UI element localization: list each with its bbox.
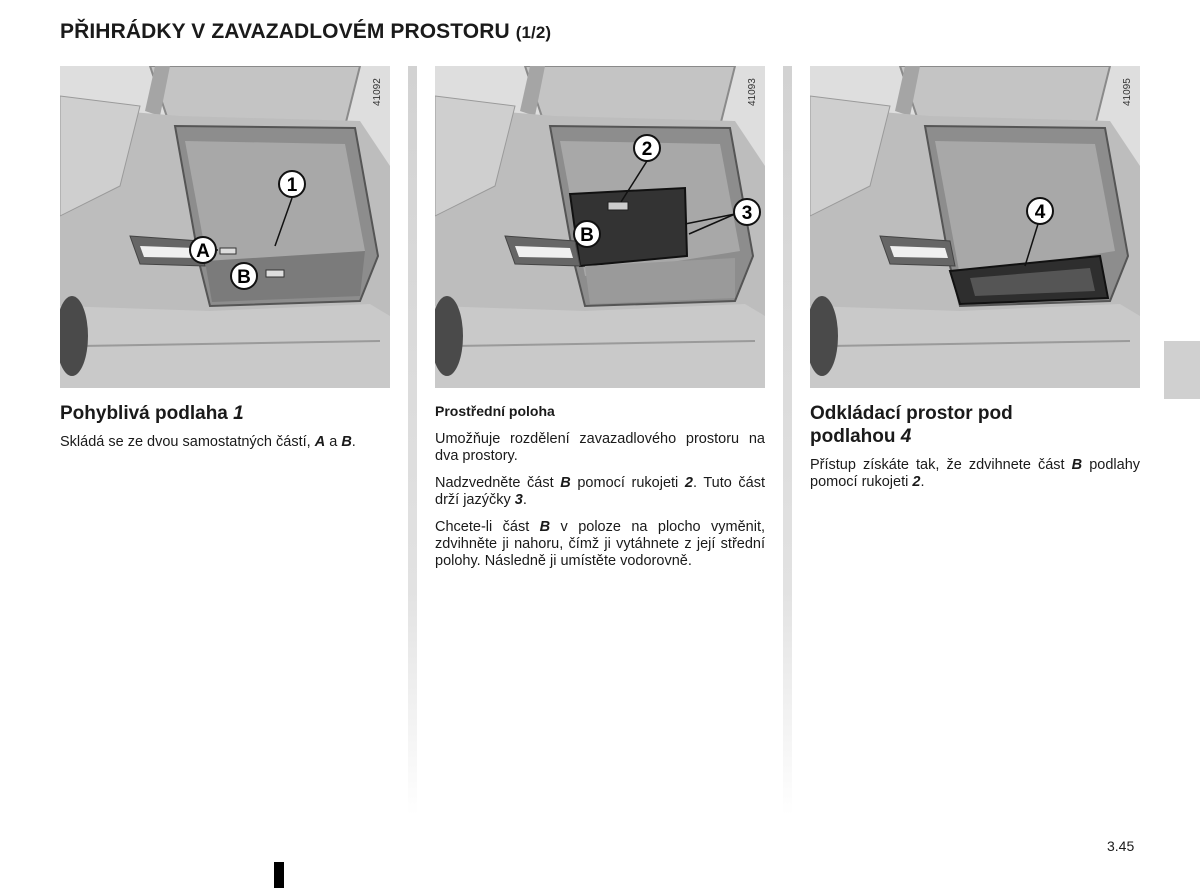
heading-text: Pohyblivá podlaha [60,403,228,424]
column-movable-floor [60,402,390,461]
section-subheading: Prostřední poloha [435,403,555,419]
callout-4-label: 4 [1034,202,1046,223]
heading-ref: 1 [233,403,244,424]
figure-movable-floor [60,66,390,388]
car-boot-illustration [810,66,1140,388]
column-divider [783,66,792,816]
page-title-text: PŘIHRÁDKY V ZAVAZADLOVÉM PROSTORU [60,20,510,43]
section-tab [1164,341,1200,399]
section-heading [60,402,390,425]
car-boot-illustration [60,66,390,388]
callout-B-label: B [580,225,594,246]
callout-B-label: B [237,267,251,288]
callout-B [231,263,257,289]
paragraph: Chcete-li část B v poloze na plocho vyměnit, zdvihněte ji nahoru, čímž ji vytáhnete z její střední polohy. Následně ji umístěte vodorovně. [435,519,766,569]
callout-3 [734,199,760,225]
page-title [60,20,551,44]
heading-text: podlahou [810,426,896,447]
callout-3-label: 3 [741,203,753,224]
section-heading [810,402,1140,448]
callout-2-label: 2 [641,139,653,160]
paragraph: Nadzvedněte část B pomocí rukojeti 2. Tuto část drží jazýčky 3. [435,475,765,508]
column-underfloor-storage [810,402,1140,501]
heading-ref: 4 [900,426,912,447]
callout-A-label: A [196,241,210,262]
callout-4 [1027,198,1053,224]
callout-2 [634,135,660,161]
car-boot-illustration [435,66,765,388]
crop-mark [274,862,284,888]
page-part: (1/2) [515,23,552,42]
callout-1 [279,171,305,197]
callout-B [574,221,600,247]
callout-1-label: 1 [286,175,298,196]
paragraph: Skládá se ze dvou samostatných částí, A a B. [60,434,356,450]
callout-A [190,237,216,263]
page-number: 3.45 [1107,838,1135,854]
figure-code: 41095 [1122,78,1133,106]
column-divider [408,66,417,816]
figure-underfloor-storage [810,66,1140,388]
paragraph: Umožňuje rozdělení zavazadlového prostoru na dva prostory. [435,431,765,464]
figure-middle-position [435,66,765,388]
heading-text: Odkládací prostor pod [810,403,1013,424]
figure-code: 41092 [372,78,383,106]
figure-code: 41093 [747,78,758,106]
paragraph: Přístup získáte tak, že zdvihnete část B podlahy pomocí rukojeti 2. [810,457,1141,490]
column-middle-position [435,403,765,580]
